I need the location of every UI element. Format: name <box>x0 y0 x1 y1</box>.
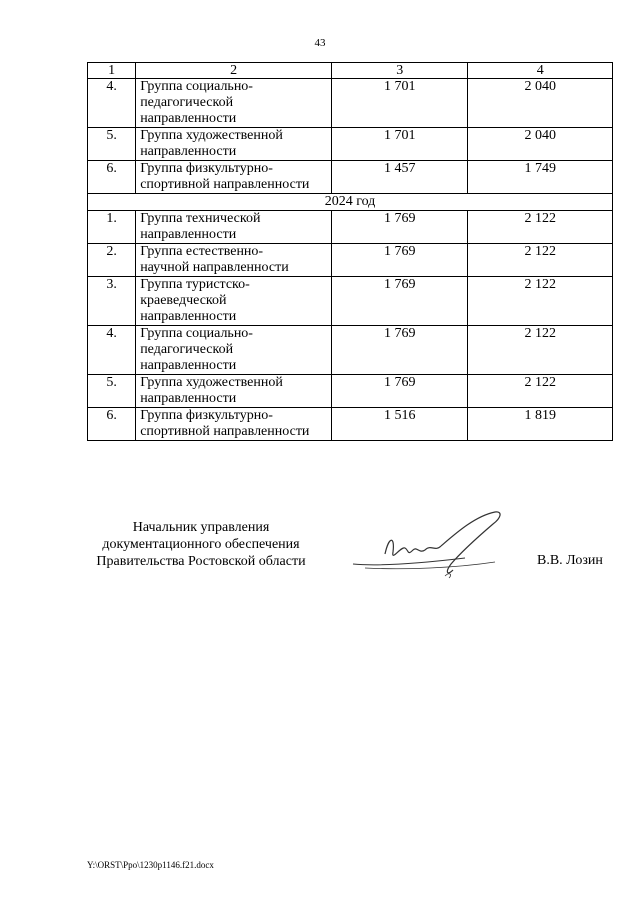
value-cell-col3: 1 769 <box>332 326 468 375</box>
group-name-line: спортивной направленности <box>140 424 310 439</box>
group-name-line: направленности <box>140 227 237 242</box>
table-row <box>88 375 613 408</box>
value-cell-col3: 1 701 <box>332 79 468 128</box>
group-name-cell <box>136 375 332 408</box>
group-name-line: Группа художественной <box>140 128 283 143</box>
value-cell-col3: 1 769 <box>332 375 468 408</box>
row-number-cell: 4. <box>88 326 136 375</box>
row-number-cell: 6. <box>88 161 136 194</box>
group-name-cell <box>136 408 332 441</box>
row-number-cell: 6. <box>88 408 136 441</box>
signature-title-line: документационного обеспечения <box>102 537 300 552</box>
data-table <box>87 62 613 441</box>
group-name-cell <box>136 211 332 244</box>
group-name-line: педагогической <box>140 95 234 110</box>
table-row <box>88 277 613 326</box>
value-cell-col4: 2 122 <box>468 277 613 326</box>
value-cell-col4: 2 122 <box>468 326 613 375</box>
group-name-line: направленности <box>140 309 237 324</box>
group-name-line: Группа социально- <box>140 326 253 341</box>
group-name-cell <box>136 161 332 194</box>
group-name-line: Группа естественно- <box>140 244 264 259</box>
signature-title-line: Правительства Ростовской области <box>96 554 306 569</box>
signer-name: В.В. Лозин <box>537 553 603 568</box>
table-row <box>88 408 613 441</box>
header-cell-3: 3 <box>332 63 468 79</box>
group-name-line: педагогической <box>140 342 234 357</box>
row-number-cell: 4. <box>88 79 136 128</box>
row-number-cell: 2. <box>88 244 136 277</box>
page-number: 43 <box>314 37 326 49</box>
year-row <box>88 194 613 211</box>
value-cell-col4: 1 819 <box>468 408 613 441</box>
handwritten-signature <box>345 506 510 586</box>
value-cell-col3: 1 516 <box>332 408 468 441</box>
group-name-line: направленности <box>140 358 237 373</box>
value-cell-col3: 1 769 <box>332 277 468 326</box>
file-path: Y:\ORST\Ppo\1230p1146.f21.docx <box>87 860 214 870</box>
table-row <box>88 161 613 194</box>
table-header-row <box>88 63 613 79</box>
table-row <box>88 128 613 161</box>
value-cell-col4: 2 122 <box>468 375 613 408</box>
row-number-cell: 5. <box>88 128 136 161</box>
value-cell-col3: 1 769 <box>332 244 468 277</box>
value-cell-col3: 1 457 <box>332 161 468 194</box>
group-name-cell <box>136 128 332 161</box>
value-cell-col4: 1 749 <box>468 161 613 194</box>
table-row <box>88 244 613 277</box>
row-number-cell: 1. <box>88 211 136 244</box>
group-name-line: спортивной направленности <box>140 177 310 192</box>
group-name-line: Группа социально- <box>140 79 253 94</box>
value-cell-col3: 1 769 <box>332 211 468 244</box>
row-number-cell: 3. <box>88 277 136 326</box>
value-cell-col4: 2 040 <box>468 128 613 161</box>
value-cell-col4: 2 122 <box>468 211 613 244</box>
table-row <box>88 79 613 128</box>
group-name-line: направленности <box>140 144 237 159</box>
group-name-line: Группа физкультурно- <box>140 408 273 423</box>
value-cell-col4: 2 040 <box>468 79 613 128</box>
row-number-cell: 5. <box>88 375 136 408</box>
value-cell-col3: 1 701 <box>332 128 468 161</box>
header-cell-2: 2 <box>136 63 332 79</box>
group-name-cell <box>136 79 332 128</box>
group-name-cell <box>136 277 332 326</box>
value-cell-col4: 2 122 <box>468 244 613 277</box>
signature-title-line: Начальник управления <box>132 520 270 535</box>
group-name-line: краеведческой <box>140 293 227 308</box>
group-name-line: научной направленности <box>140 260 289 275</box>
year-label: 2024 год <box>88 194 613 211</box>
table-row <box>88 326 613 375</box>
group-name-line: направленности <box>140 391 237 406</box>
signature-title <box>82 519 320 570</box>
group-name-line: Группа художественной <box>140 375 283 390</box>
group-name-cell <box>136 326 332 375</box>
group-name-cell <box>136 244 332 277</box>
table-row <box>88 211 613 244</box>
group-name-line: Группа туристско- <box>140 277 250 292</box>
group-name-line: Группа технической <box>140 211 261 226</box>
header-cell-1: 1 <box>88 63 136 79</box>
header-cell-4: 4 <box>468 63 613 79</box>
group-name-line: Группа физкультурно- <box>140 161 273 176</box>
group-name-line: направленности <box>140 111 237 126</box>
